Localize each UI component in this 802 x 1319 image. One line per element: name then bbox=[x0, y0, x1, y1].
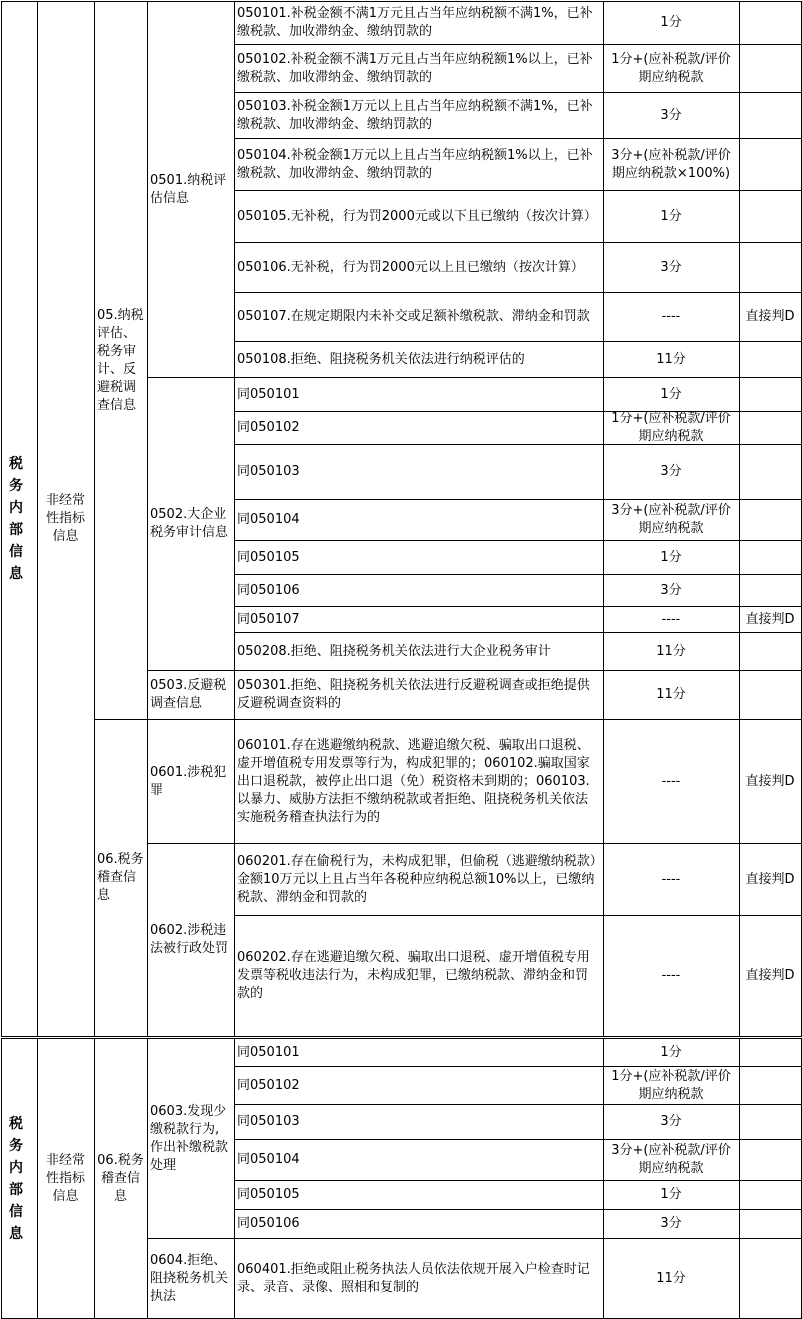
row-score: ---- bbox=[661, 871, 681, 887]
row-item: 060201.存在偷税行为，未构成犯罪，但偷税（逃避缴纳税款）金额10万元以上且占当年各税种应纳税总额10%以上，已缴纳税款、滞纳金和罚款的 bbox=[237, 853, 597, 905]
row-score: 1分 bbox=[660, 549, 682, 565]
row-note bbox=[742, 1210, 798, 1238]
row-item: 同050103 bbox=[237, 464, 300, 479]
row-note bbox=[742, 541, 798, 574]
row-item: 060202.存在逃避追缴欠税、骗取出口退税、虚开增值税专用发票等税收违法行为，未构成犯罪，已缴纳税款、滞纳金和罚款的 bbox=[237, 950, 590, 1001]
row-score: 1分 bbox=[660, 208, 682, 224]
row-item: 同050107 bbox=[237, 611, 300, 627]
row-item: 050102.补税金额不满1万元且占当年应纳税额1%以上，已补缴税款、加收滞纳金、缴纳罚款的 bbox=[237, 51, 593, 85]
row-note: 直接判D bbox=[745, 968, 795, 983]
row-item: 同050105 bbox=[237, 549, 300, 565]
subcategory-0503: 0503.反避税调查信息 bbox=[150, 678, 227, 711]
row-score: 1分 bbox=[660, 1044, 682, 1060]
row-item: 060401.拒绝或阻止税务执法人员依法依规开展入户检查时记录、录音、录像、照相和复制的 bbox=[237, 1261, 590, 1295]
row-note bbox=[742, 500, 798, 540]
row-score: 1分 bbox=[660, 386, 682, 402]
row-note bbox=[742, 1140, 798, 1180]
row-note: 直接判D bbox=[745, 871, 795, 887]
grid-line bbox=[147, 1, 148, 1037]
row-note bbox=[742, 243, 798, 292]
row-note bbox=[742, 2, 798, 44]
row-note bbox=[742, 1039, 798, 1066]
row-item: 050106.无补税，行为罚2000元以上且已缴纳（按次计算） bbox=[237, 259, 584, 275]
category-05-label: 05.纳税评估、税务审计、反避税调查信息 bbox=[97, 307, 144, 413]
subcategory-0502: 0502.大企业税务审计信息 bbox=[150, 507, 229, 540]
category-label: 税务内部信息 bbox=[9, 456, 23, 582]
row-item: 同050102 bbox=[237, 420, 300, 435]
row-item: 050101.补税金额不满1万元且占当年应纳税额不满1%，已补缴税款、加收滞纳金、缴纳罚款的 bbox=[237, 6, 593, 39]
subcategory-0604: 0604.拒绝、阻挠税务机关执法 bbox=[150, 1252, 229, 1304]
row-note bbox=[742, 191, 798, 242]
row-score: 1分+(应补税款/评价期应纳税款 bbox=[611, 412, 731, 444]
row-item: 060101.存在逃避缴纳税款、逃避追缴欠税、骗取出口退税、虚开增值税专用发票等行为，构成犯罪的；060102.骗取国家出口退税款，被停止出口退（免）税资格未到期的；060103.以暴力、威胁方法拒不缴纳税款或者拒绝、阻挠税务机关依法实施税务稽查执法行为的 bbox=[237, 737, 590, 825]
grid-line bbox=[1, 1036, 802, 1037]
row-score: 3分+(应补税款/评价期应纳税款 bbox=[611, 1143, 731, 1176]
grid-line bbox=[234, 1038, 235, 1319]
grid-line bbox=[739, 1038, 740, 1319]
row-item: 同050101 bbox=[237, 386, 300, 402]
row-score: ---- bbox=[661, 968, 681, 983]
category-06-label: 06.税务稽查信息 bbox=[97, 1152, 144, 1204]
row-note bbox=[742, 412, 798, 444]
row-note bbox=[742, 1181, 798, 1209]
row-note: 直接判D bbox=[745, 773, 795, 789]
grid-line bbox=[603, 1038, 604, 1319]
grid-line bbox=[603, 1, 604, 1037]
row-note bbox=[742, 378, 798, 411]
row-note bbox=[742, 1239, 798, 1318]
subcategory-0601: 0601.涉税犯罪 bbox=[150, 764, 227, 798]
grid-line bbox=[234, 1, 235, 1037]
row-note: 直接判D bbox=[745, 309, 795, 324]
grid-line bbox=[1, 1038, 2, 1319]
category-label: 税务内部信息 bbox=[9, 1115, 23, 1242]
row-score: 3分+(应补税款/评价期应纳税款×100%) bbox=[611, 147, 731, 181]
grid-line bbox=[37, 1038, 38, 1319]
grid-line bbox=[94, 1038, 95, 1319]
row-note bbox=[742, 445, 798, 499]
row-score: 11分 bbox=[656, 687, 686, 702]
row-item: 050105.无补税，行为罚2000元或以下且已缴纳（按次计算） bbox=[237, 208, 597, 224]
row-score: ---- bbox=[661, 309, 681, 324]
row-score: 3分+(应补税款/评价期应纳税款 bbox=[611, 503, 731, 536]
row-item: 050108.拒绝、阻挠税务机关依法进行纳税评估的 bbox=[237, 351, 525, 367]
grid-line bbox=[37, 1, 38, 1037]
row-note: 直接判D bbox=[745, 611, 795, 627]
row-item: 同050106 bbox=[237, 1216, 300, 1231]
grid-line bbox=[94, 1, 95, 1037]
row-score: 3分 bbox=[660, 1114, 682, 1129]
row-item: 050301.拒绝、阻挠税务机关依法进行反避税调查或拒绝提供反避税调查资料的 bbox=[237, 678, 590, 711]
row-note bbox=[742, 93, 798, 138]
subcategory-0501: 0501.纳税评估信息 bbox=[150, 172, 227, 206]
row-score: 3分 bbox=[660, 1216, 682, 1231]
row-score: 1分+(应补税款/评价期应纳税款 bbox=[611, 1068, 731, 1102]
subcategory-0603: 0603.发现少缴税款行为,作出补缴税款处理 bbox=[150, 1103, 229, 1173]
row-note bbox=[742, 671, 798, 719]
row-note bbox=[742, 1105, 798, 1139]
row-score: 3分 bbox=[660, 107, 682, 123]
row-item: 050107.在规定期限内未补交或足额补缴税款、滞纳金和罚款 bbox=[237, 309, 590, 324]
row-score: 11分 bbox=[656, 351, 686, 367]
indicator-type-label: 非经常性指标信息 bbox=[45, 493, 85, 544]
row-note bbox=[742, 139, 798, 190]
row-item: 同050105 bbox=[237, 1187, 300, 1202]
row-score: 3分 bbox=[660, 582, 682, 598]
row-item: 同050106 bbox=[237, 582, 300, 598]
row-score: ---- bbox=[661, 773, 681, 789]
row-note bbox=[742, 1067, 798, 1104]
row-note bbox=[742, 45, 798, 92]
grid-line bbox=[147, 1038, 148, 1319]
row-score: 11分 bbox=[656, 1270, 686, 1286]
row-score: 3分 bbox=[660, 259, 682, 275]
category-06-label: 06.税务稽查信息 bbox=[97, 852, 144, 903]
row-item: 050208.拒绝、阻挠税务机关依法进行大企业税务审计 bbox=[237, 643, 551, 659]
row-item: 同050103 bbox=[237, 1114, 300, 1129]
row-score: 3分 bbox=[660, 464, 682, 479]
row-item: 050104.补税金额1万元以上且占当年应纳税额1%以上，已补缴税款、加收滞纳金、缴纳罚款的 bbox=[237, 147, 593, 181]
row-item: 同050102 bbox=[237, 1077, 300, 1093]
row-item: 050103.补税金额1万元以上且占当年应纳税额不满1%，已补缴税款、加收滞纳金、缴纳罚款的 bbox=[237, 98, 593, 132]
row-score: ---- bbox=[661, 611, 681, 627]
row-score: 1分+(应补税款/评价期应纳税款 bbox=[611, 51, 731, 85]
row-note bbox=[742, 633, 798, 670]
indicator-type-label: 非经常性指标信息 bbox=[45, 1152, 85, 1204]
row-note bbox=[742, 342, 798, 377]
row-score: 1分 bbox=[660, 15, 682, 30]
row-item: 同050101 bbox=[237, 1044, 300, 1060]
row-item: 同050104 bbox=[237, 512, 300, 527]
row-note bbox=[742, 575, 798, 606]
grid-line bbox=[739, 1, 740, 1037]
row-item: 同050104 bbox=[237, 1152, 300, 1167]
subcategory-0602: 0602.涉税违法被行政处罚 bbox=[150, 923, 229, 956]
grid-line bbox=[1, 1, 2, 1037]
row-score: 11分 bbox=[656, 643, 686, 659]
row-score: 1分 bbox=[660, 1187, 682, 1202]
